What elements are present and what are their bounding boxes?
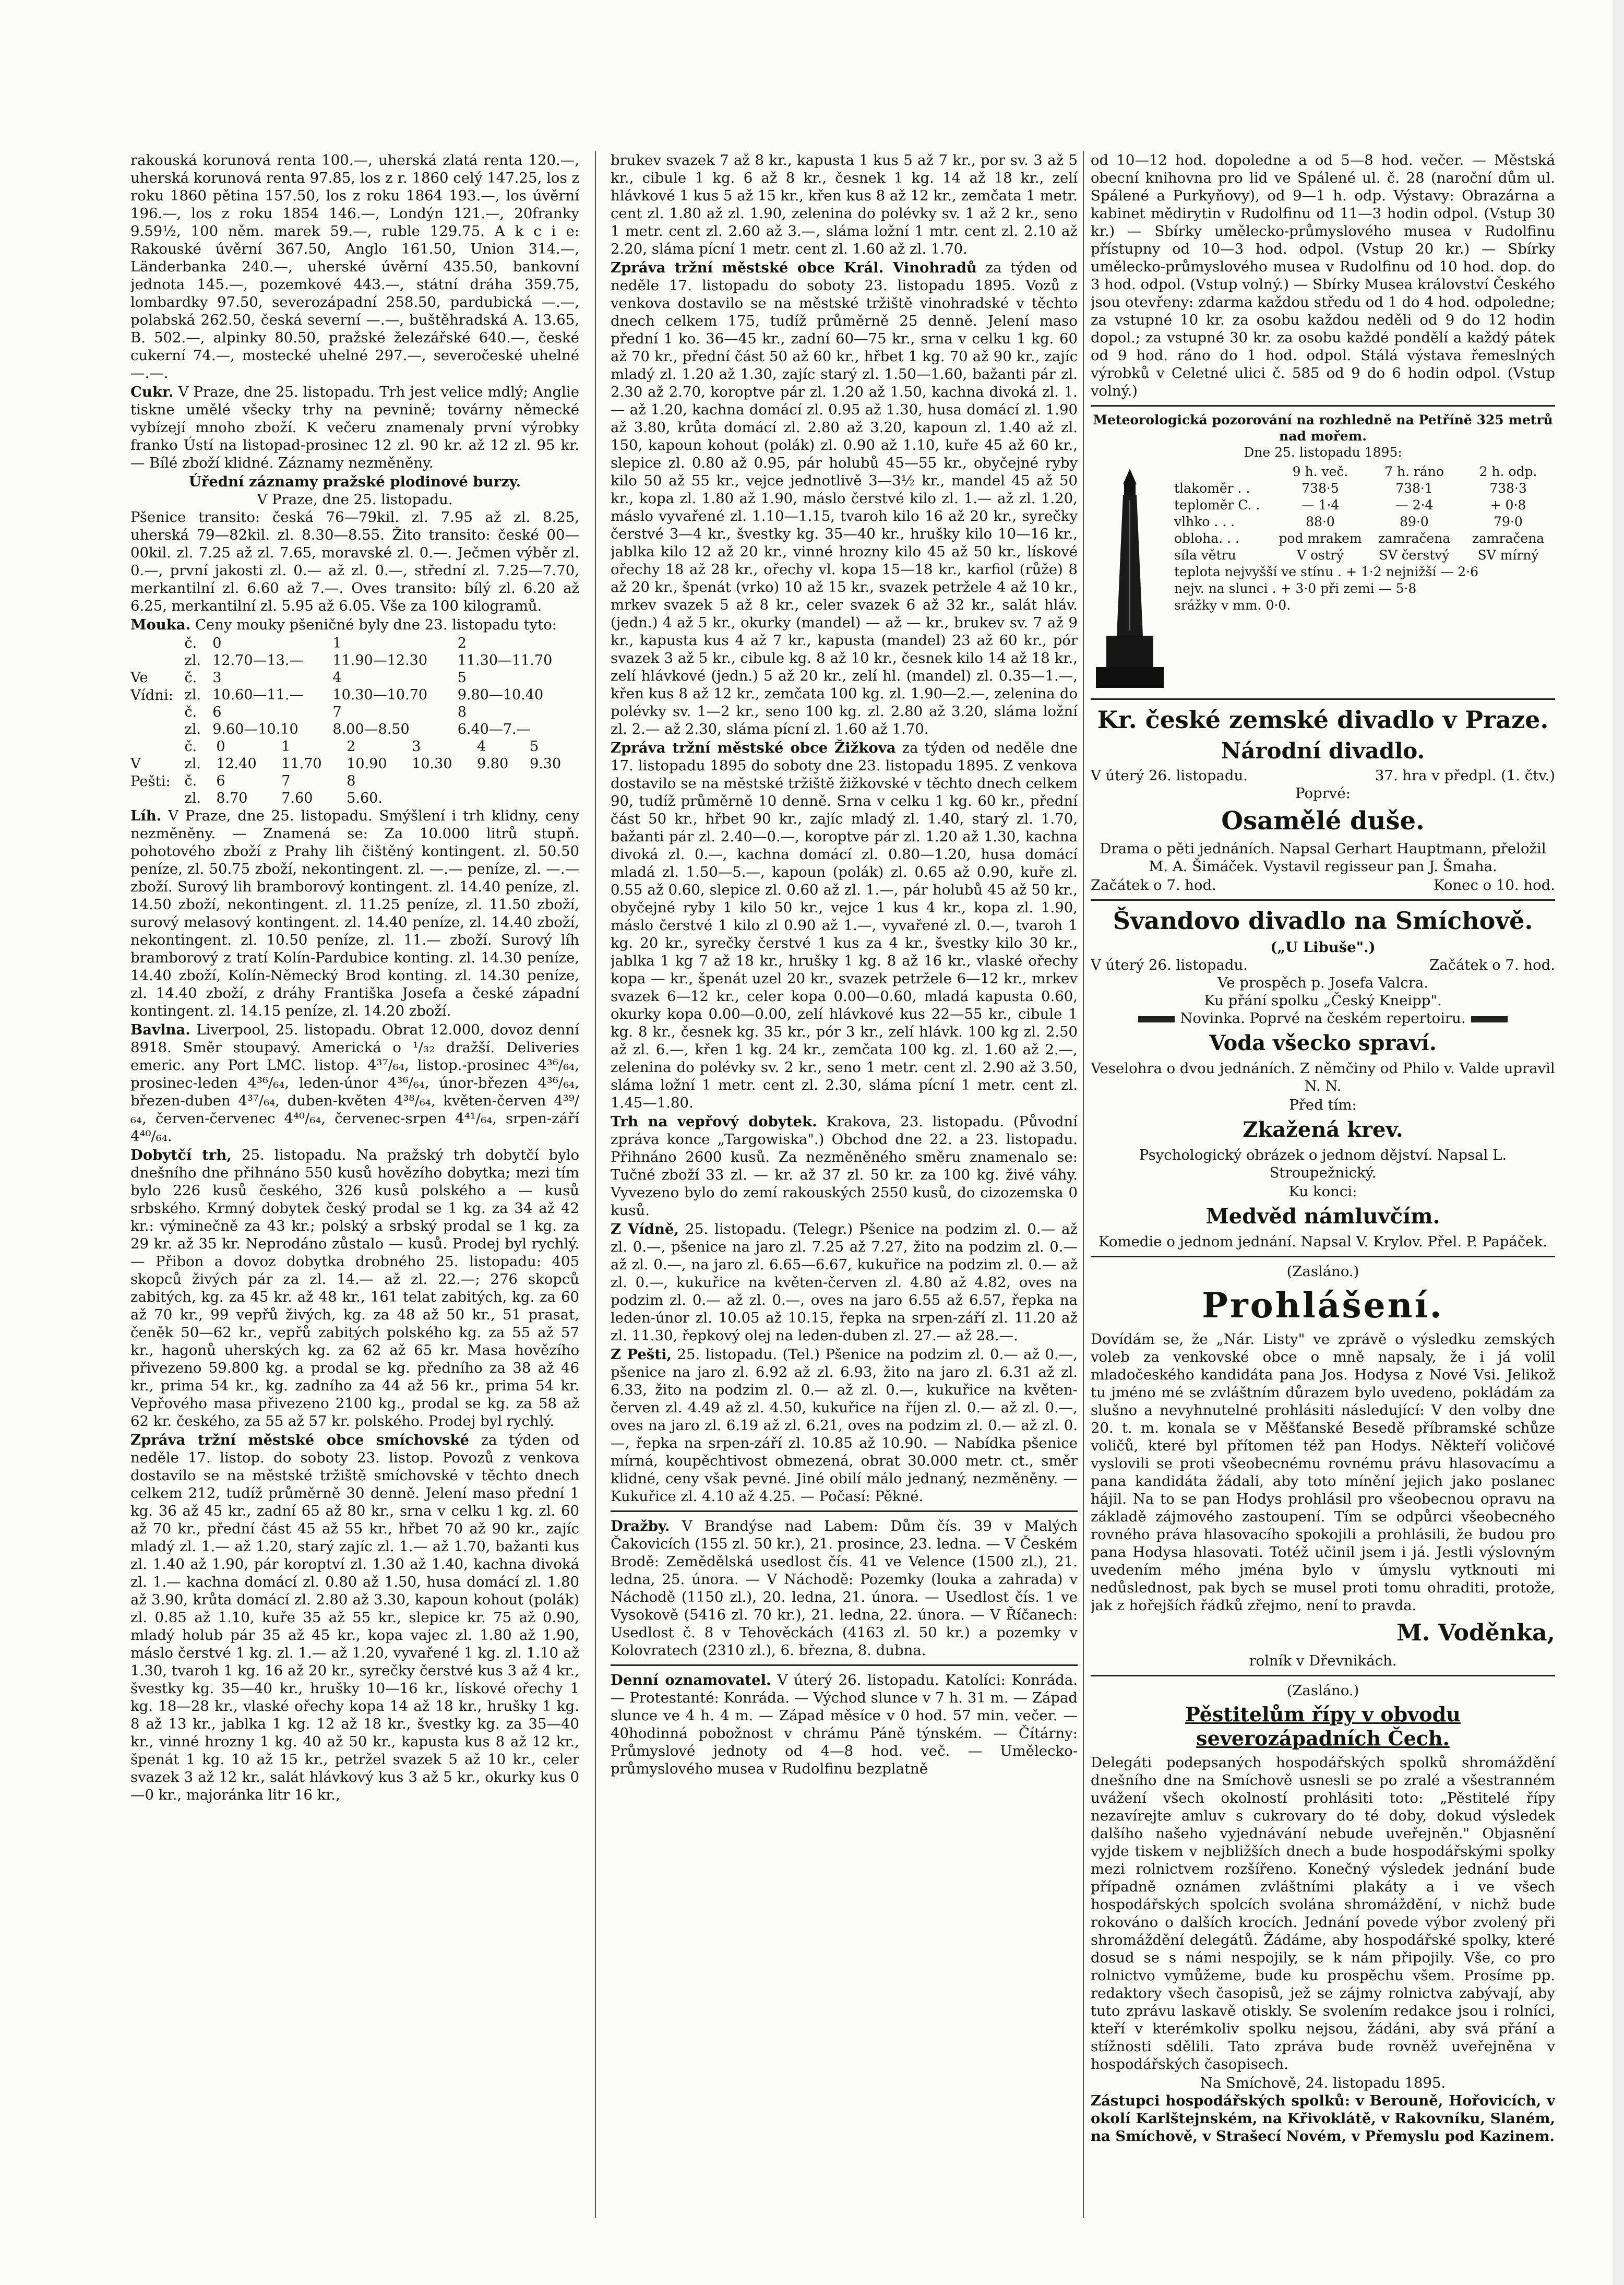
flour-pest-cell: 8.70 (216, 790, 248, 806)
spirit-section: Líh. V Praze, dne 25. listopadu. Smýšlení i trh klidny, ceny nezměněny. — Znamená se: Za 10.000 litrů stupň. pohotového zboží z Prahy lih čištěný kontingent. zl. 50.50 peníze, zl. 50.75 zboží, nekontingent. zl. —.— peníze, zl. —.— zboží. Surový lih bramborový kontingent. zl. 14.40 peníze, zl. 14.50 zboží, nekontingent. zl. 11.25 peníze, zl. 11.50 zboží, surový melasový kontingent. zl. 14.40 peníze, zl. 14.40 zboží, nekontingent. zl. 10.50 peníze, zl. 11.— zboží. Surový líh bramborový z tratí Kolín-Pardubice konting. zl. 14.30 peníze, 14.40 zboží, Kolín-Německý Brod konting. zl. 14.30 peníze, zl. 14.40 zboží, z dráhy Františka Josefa a české západní kontingent. zl. 14.15 peníze, zl. 14.20 zboží. (130, 807, 579, 1019)
meteo-value: SV čerstvý (1379, 548, 1450, 563)
theatre2-play-title: Voda všecko spraví. (1209, 1031, 1437, 1055)
meteo-row-label: obloha. . . (1174, 531, 1239, 546)
flour-vienna-row (182, 669, 579, 686)
flour-vienna-cell: 4 (332, 670, 342, 686)
zizkov-market: Zpráva tržní městské obce Žižkova za týden od neděle dne 17. listopadu 1895 do soboty dne 23. listopadu 1895. Z venkova dostavilo se na městské tržiště žižkovské v těchto dnech celkem 90, tudíž průměrně 10 denně. Srna v celku 1 kg. 60 kr., přední část 50 kr., hřbet 90 kr., zajíc mladý zl. 1.40, starý zl. 1.70, bažanti pár zl. 2.40—0.—, koroptve pár zl. 1.20 až 1.30, kachna divoká zl. 0.—, kachna domácí zl. 0.80—1.20, husa domácí mladá zl. 1.50—5.—, kapoun (polák) zl. 0.65 až 0.90, kuře zl. 0.55 až 0.60, slepice zl. 0.60 až zl. 1.—, pár holubů 45 až 50 kr., obyčejné ryby 1 kilo 50 kr., vejce 1 kus 4 kr., kopa zl. 1.90, máslo čerstvé 1 kilo zl 0.90 až 1.—, vyvařené zl. 0.—, tvaroh 1 kg. 20 kr., syrečky čerstvé 1 kus za 4 kr., švestky kilo 30 kr., jablka 1 kg 7 až 18 kr., hrušky 1 kg. 8 až 16 kr., vlaské ořechy kopa — kr., špenát uzel 20 kr., svazek petržele 6—12 kr., mrkev svazek 6—12 kr., celer kopa 0.00—0.60, mladá kapusta 0.60, okurky kopa 0.00—0.00, zelí hlávkové kus 22—55 kr., cibule 1 kg. 8 kr., česnek kg. 35 kr., pór 3 kr., zelí hlávk. 100 kg zl. 2.50 až zl. 6.—, křen 1 kg. 24 kr., zemčata 100 kg. zl. 1.60 až 2.—, zelenina do polévky sv. 2 kr., seno 1 metr. cent zl. 2.90 až 3.50, sláma ložní 1 metr. cent zl. 2.30, sláma pícní 1 metr. cent zl. 1.45—1.80. (611, 740, 1078, 1111)
flour-vienna-row (182, 721, 579, 738)
flour-vienna-row (182, 652, 579, 669)
cotton-section: Bavlna. Liverpool, 25. listopadu. Obrat 12.000, dovoz denní 8918. Směr stoupavý. Americká o ¹/₃₂ dražší. Deliveries emeric. any Port LMC. listop. 4³⁷/₆₄, listop.-prosinec 4³⁶/₆₄, prosinec-leden 4³⁶/₆₄, leden-únor 4³⁶/₆₄, únor-březen 4³⁶/₆₄, březen-duben 4³⁷/₆₄, duben-květen 4³⁸/₆₄, květen-červen 4³⁹/₆₄, červen-červenec 4⁴⁰/₆₄, červenec-srpen 4⁴¹/₆₄, srpen-září 4⁴⁰/₆₄. (130, 1021, 579, 1145)
flour-vienna-cell: zl. (184, 687, 201, 703)
flour-vienna-cell: 12.70—13.— (212, 652, 304, 669)
beet-growers-heading: Pěstitelům řípy v obvodu severozápadních Čech. (1185, 1703, 1461, 1750)
meteo-date: Dne 25. listopadu 1895: (1244, 445, 1402, 460)
flour-pest-row (182, 738, 579, 755)
column-2 (611, 151, 1078, 2218)
meteo-value: 88·0 (1306, 514, 1335, 529)
page-edge (1613, 0, 1624, 2285)
flour-pest-table (182, 738, 579, 807)
flour-vienna-cell: č. (184, 635, 197, 651)
flour-vienna-cell: č. (184, 670, 197, 686)
column-rule (595, 151, 596, 2218)
flour-vienna-label: Ve Vídni: (130, 669, 174, 704)
bourse-list: rakouská korunová renta 100.—, uherská zlatá renta 120.—, uherská korunová renta 97.85, los z r. 1860 celý 147.25, los z roku 1860 pětina 157.50, los z roku 1864 193.—, los úvěrní 196.—, los z roku 1854 146.—, Londýn 121.—, 20franky 9.59½, 100 něm. marek 59.—, ruble 129.75. A k c i e: Rakouské úvěrní 367.50, Anglo 161.50, Union 314.—, Länderbanka 240.—, uherské úvěrní 435.50, bankovní jednota 145.—, pozemkové 443.—, státní dráha 359.75, lombardky 97.50, severozápadní 258.50, pardubická —.—, polabská 262.50, česká severní —.—, buštěhradská A. 13.65, B. 502.—, alpinky 80.50, pražské železářské 640.—, české cukerní 74.—, mostecké uhelné 297.—, severočeské uhelné —.—. (130, 152, 579, 382)
national-theatre-heading: Kr. české zemské divadlo v Praze. (1097, 706, 1549, 734)
flour-pest-row (182, 755, 579, 772)
flour-vienna-cell: 1 (332, 635, 342, 651)
divider (611, 1510, 1078, 1512)
flour-vienna-cell: 9.80—10.40 (457, 687, 544, 703)
meteo-row (1174, 480, 1555, 497)
theatre2-play2-title: Zkažená krev. (1243, 1117, 1403, 1142)
theatre1-play-title: Osamělé duše. (1221, 806, 1425, 836)
meteo-data (1174, 463, 1555, 693)
meteo-value: zamračena (1378, 531, 1451, 546)
divider (1091, 698, 1555, 700)
auctions: Dražby. V Brandýse nad Labem: Dům čís. 39 v Malých Čakovicích (155 zl. 50 kr.), 21. prosince, 23. ledna. — V Českém Brodě: Zemědělská usedlost čís. 41 ve Velence (1500 zl.), 21. ledna, 25. února. — V Náchodě: Pozemky (louka a zahrada) v Náchodě (1150 zl.), 20. ledna, 21. února. — Usedlost čís. 1 ve Vysokově (5416 zl. 70 kr.), 21. ledna, 22. února. — V Říčanech: Usedlost č. 8 v Tehověckách (4163 zl. 50 kr.) a pozemky v Kolovratech (2310 zl.), 6. března, 8. dubna. (611, 1518, 1078, 1659)
flour-pest-cell (474, 772, 527, 790)
daily-notices: Denní oznamovatel. V úterý 26. listopadu. Katolíci: Konráda. — Protestanté: Konráda. — Východ slunce v 7 h. 31 m. — Západ slunce ve 4 h. 4 m. — Západ měsíce v 0 hod. 57 min. večer. — 40hodinná pobožnost v chrámu Páně týnském. — Čítárny: Průmyslové jednoty od 4—8 hod. več. — Umělecko-průmyslového musea v Rudolfinu bezplatně (611, 1672, 1078, 1777)
meteo-value: SV mírný (1477, 548, 1539, 563)
theatre1-premiere: Poprvé: (1295, 785, 1351, 802)
flour-pest-cell: 10.30 (412, 756, 452, 772)
meteo-temp-max: teplota nejvyšší ve stínu . + 1·2 nejnižší — 2·6 (1174, 564, 1479, 579)
flour-vienna-cell: 3 (212, 670, 222, 686)
flour-pest-cell: 9.80 (477, 756, 509, 772)
flour-pest-cell (527, 790, 579, 807)
svanda-theatre-sub: („U Libuše".) (1270, 939, 1376, 956)
meteo-row (1174, 497, 1555, 514)
flour-vienna-row (182, 635, 579, 652)
flour-pest-cell: 10.90 (347, 756, 387, 772)
theatre2-description: Veselohra o dvou jednáních. Z němčiny od Philo v. Valde upravil N. N. (1091, 1060, 1555, 1094)
meteo-block (1091, 463, 1555, 693)
beet-growers-text: Delegáti podepsaných hospodářských spolků shromáždění dnešního dne na Smíchově usnesli se po zralé a všestranném uvážení všech okolností prohlásiti toto: „Pěstitelé řípy nezavírejte amluv s cukrovary do té doby, dokud výsledek dalšího našeho vyjednávání nebude uveřejněn." Objasnění vyjde tiskem v nejbližších dnech a bude hospodářskými spolky mezi rolnictvem rozšířeno. Konečný výsledek jednání bude případně oznámen zvláštními plakáty a i ve všech hospodářských spolcích svolána shromáždění, v nichž bude rokováno o dalších krocích. Jednání povede výbor zvolený při shromáždění delegátů. Žádáme, aby hospodářské spolky, které dosud se s námi nespojily, se k nám připojily. Vše, co pro rolnictvo vymůžeme, bude ku prospěchu všem. Prosíme pp. redaktory všech časopisů, jež se zájmy rolnictva zabývají, aby tuto zprávu laskavě otiskly. Se svolením redakce jsou i rolníci, kteří v kterémkoliv spolku nejsou, žádáni, aby svá přání a stížnosti sdělili. Tato zpráva bude rovněž uveřejněna v hospodářských časopisech. (1091, 1754, 1555, 2073)
flour-vienna-cell: 0 (212, 635, 222, 651)
flour-pest-row (182, 772, 579, 790)
burzy-heading: Úřední záznamy pražské plodinové burzy. (188, 473, 521, 490)
theatre2-description2: Psychologický obrázek o jednom dějství. Napsal L. Stroupežnický. (1139, 1147, 1507, 1181)
meteo-row (1174, 547, 1555, 564)
flour-pest-cell: 5 (530, 739, 539, 755)
meteo-row (1174, 514, 1555, 530)
vinohrady-market: Zpráva tržní městské obce Král. Vinohradů za týden od neděle 17. listopadu do soboty 23. listopadu 1895. Vozů z venkova dostavilo se na městské tržiště vinohradské v těchto dnech celkem 175, tudíž průměrně 25 denně. Jelení maso přední 1 ko. 36—45 kr., zadní 60—75 kr., srna v celku 1 kg. 60 až 70 kr., přední část 50 až 60 kr., hřbet 1 kg. 70 až 90 kr., zajíc mladý zl. 1.20 až 1.30, zajíc starý zl. 1.50—1.60, bažanti pár zl. 2.30 až 2.70, koroptve pár zl. 1.20 až 1.50, kachna divoká zl. 1.— až 1.20, kachna domácí zl. 0.95 až 1.30, husa domácí zl. 1.90 až 3.80, krůta domácí zl. 2.80 až 3.20, kapoun zl. 1.40 až zl. 150, kapoun kohout (polák) zl. 0.90 až 1.10, kuře 45 až 60 kr., slepice zl. 0.80 až 0.95, pár holubů 45—55 kr., obyčejné ryby kilo 50 až 55 kr., vejce jednotlivě 3—3½ kr., mandel 45 až 50 kr., kopa zl. 1.80 až 1.90, máslo čerstvé kilo zl. 1.— až zl. 1.20, máslo vyvařené zl. 1.10—1.15, tvaroh kilo 16 až 20 kr., syrečky čerstvé 3—4 kr., švestky kg. 35—40 kr., hrušky kilo 10—16 kr., jablka kilo 12 až 20 kr., vinné hrozny kilo 45 až 50 kr., lískové ořechy 18 až 28 kr., ořechy vl. kopa 15—18 kr., karfiol (růže) 8 až 20 kr., špenát (vrko) 10 až 15 kr., svazek petržele 4 až 10 kr., mrkev svazek 5 až 8 kr., celer svazek 6 až 32 kr., salát hláv. (jedn.) 4 až 5 kr., okurky (mandel) — až — kr., brukev sv. 7 až 9 kr., kapusta kus 4 až 7 kr., kapusta (mandel) 23 až 60 kr., pór svazek 3 až 5 kr., cibule kg. 8 až 10 kr., česnek kilo 14 až 18 kr., zelí hlávkové (jedn.) 5 až 20 kr., zelí hl. (mandel) zl. 0.35—1.—, křen kus 8 až 12 kr., zemčata 100 kg. zl. 1.90—2.—, zelenina do polévky sv. 1—2 kr., seno 100 kg. zl. 2.80 až 3.20, sláma ložní zl. 2.— až 2.30, sláma pícní zl. 1.60 až 1.70. (611, 259, 1078, 737)
meteo-row-label: tlakoměr . . (1174, 481, 1250, 496)
column-1 (130, 151, 579, 2218)
zaslano-label-2: (Zasláno.) (1286, 1682, 1359, 1699)
meteo-value: — 1·4 (1301, 497, 1340, 513)
meteo-temp-sun: nejv. na slunci . + 3·0 při zemi — 5·8 (1174, 581, 1417, 596)
flour-pest-cell: č. (184, 739, 197, 755)
svanda-theatre-heading: Švandovo divadlo na Smíchově. (1113, 907, 1533, 935)
theatre2-wish: Ku přání spolku „Český Kneipp". (1204, 992, 1442, 1009)
flour-vienna-cell: zl. (184, 652, 201, 669)
divider (1091, 899, 1555, 901)
flour-vienna-cell: zl. (184, 721, 201, 737)
meteo-value: 738·3 (1489, 481, 1527, 496)
meteo-row (1174, 530, 1555, 547)
flour-pest-cell: 3 (412, 739, 421, 755)
divider (1091, 1256, 1555, 1257)
flour-vienna-row (182, 704, 579, 721)
flour-vienna-cell: 2 (457, 635, 467, 651)
flour-pest-cell (409, 790, 474, 807)
flour-vienna-cell: 11.30—11.70 (457, 652, 553, 669)
market-continued: brukev svazek 7 až 8 kr., kapusta 1 kus 5 až 7 kr., por sv. 3 až 5 kr., cibule 1 kg. 6 až 8 kr., česnek 1 kg. 14 až 18 kr., zelí hlávkové 1 kus 5 až 15 kr., křen kus 8 až 12 kr., zemčata 1 metr. cent zl. 1.80 až zl. 1.90, zelenina do polévky sv. 1 až 2 kr., seno 1 metr. cent zl. 2.60 až 3.—, sláma ložní 1 mtr. cent zl. 2.10 až 2.20, sláma pícní 1 metr. cent zl. 1.60 až zl. 1.70. (611, 152, 1078, 257)
theatre1-date-row: V úterý 26. listopadu. 37. hra v předpl. (1. čtv.) (1091, 767, 1555, 784)
meteo-value: 89·0 (1400, 514, 1429, 529)
lookout-tower-image (1091, 463, 1169, 693)
divider (611, 1664, 1078, 1666)
flour-pest-cell: 11.70 (281, 756, 322, 772)
theatre1-description: Drama o pěti jednáních. Napsal Gerhart Hauptmann, přeložil M. A. Šimáček. Vystavil regisseur pan J. Šmaha. (1100, 840, 1546, 875)
meteo-value: + 0·8 (1490, 497, 1526, 513)
flour-pest-cell: 6 (216, 773, 225, 789)
meteo-col-evening: 9 h. več. (1292, 464, 1348, 479)
flour-vienna-cell: 5 (457, 670, 467, 686)
meteo-extra (1174, 564, 1555, 614)
flour-pest-cell (409, 772, 474, 790)
tower-illustration (1091, 463, 1169, 693)
flour-pest-cell: 9.30 (530, 756, 562, 772)
flour-pest-cell (527, 772, 579, 790)
theatre2-play3-title: Medvěd námluvčím. (1205, 1204, 1440, 1229)
pest-report: Z Pešti, 25. listopadu. (Tel.) Pšenice na podzim zl. 0.— až 0.—, pšenice na jaro zl. 6.92 až zl. 6.93, žito na jaro zl. 6.31 až zl. 6.33, žito na podzim zl. 0.— až zl. 0.—, kukuřice na květen-červen zl. 4.49 až zl. 4.50, kukuřice na říjen zl. 0.— až zl. 0.—, oves na jaro zl. 6.19 až zl. 6.21, oves na podzim zl. 0.— až zl. 0.—, řepka na srpen-září zl. 10.85 až 10.90. — Nabídka pšenice mírná, koupěchtivost obmezená, obrat 30.000 metr. ct., směr klidné, ceny však pevné. Jiné obilí málo jednaný, nezměněny. — Kukuřice zl. 4.10 až 4.25. — Počasí: Pěkné. (611, 1346, 1078, 1505)
theatre2-date-row: V úterý 26. listopadu. Začátek o 7. hod. (1091, 957, 1555, 973)
column-3 (1091, 151, 1555, 2218)
meteo-rows (1174, 480, 1555, 564)
meteo-value: zamračena (1472, 531, 1545, 546)
column-rule (1083, 151, 1084, 2218)
divider (1091, 1675, 1555, 1676)
meteo-row-label: vlhko . . . (1174, 514, 1235, 529)
vienna-report: Z Vídně, 25. listopadu. (Telegr.) Pšenice na podzim zl. 0.— až zl. 0.—, pšenice na jaro zl. 7.25 až 7.27, žito na podzim zl. 0.— až zl. 0.—, na jaro zl. 6.65—6.67, kukuřice na podzim zl. 0.— až zl. 0.—, kukuřice na květen-červen zl. 4.80 až 4.82, oves na podzim zl. 0.— až zl. 0.—, oves na jaro 6.55 až 6.57, řepka na leden-únor zl. 10.05 až 10.15, řepka na srpen-září zl. 11.20 až zl. 11.30, řepkový olej na leden-duben zl. 27.— až 28.—. (611, 1221, 1078, 1344)
signature-role: rolník v Dřevnikách. (1249, 1652, 1397, 1669)
burzy-date: V Praze, dne 25. listopadu. (257, 491, 453, 508)
theatre1-times: Začátek o 7. hod. Konec o 10. hod. (1091, 877, 1555, 894)
flour-vienna-cell: 7 (332, 704, 342, 720)
meteo-row-label: teploměr C. . (1174, 497, 1260, 513)
flour-pest-cell: 7.60 (281, 790, 313, 806)
flour-pest-label: V Pešti: (130, 755, 171, 790)
flour-pest-cell (474, 790, 527, 807)
meteo-row-label: síla větru (1174, 548, 1236, 563)
beet-growers-date: Na Smíchově, 24. listopadu 1895. (1200, 2075, 1446, 2091)
theatre2-description3: Komedie o jednom jednání. Napsal V. Krylov. Přel. P. Papáček. (1098, 1233, 1547, 1250)
cattle-section: Dobytčí trh, 25. listopadu. Na pražský trh dobytčí bylo dnešního dne přihnáno 550 kusů hovězího dobytka; mezi tím bylo 226 kusů českého, 326 kusů polského a — kusů srbského. Krmný dobytek český prodal se 1 kg. za 34 až 42 kr.: výminečně za 43 kr.; polský a srbský prodal se 1 kg. za 29 kr. až 35 kr. Neprodáno zůstalo — kusů. Prodej byl rychlý. — Přibon a dovoz dobytka drobného 25. listopadu: 405 skopců živých pár za zl. 14.— až zl. 22.—; 276 skopců zabitých, kg. za 45 kr. až 48 kr., 161 telat zabitých, kg. za 60 až 70 kr., 99 vepřů živých, kg. za 48 až 50 kr., 51 prasat, čeněk 50—62 kr., vepřů zabitých polského kg. za 55 až 57 kr., hagonů uherských kg. za 62 až 65 kr. Masa hovězího přivezeno 59.800 kg. a prodal se kg. předního za 38 až 46 kr., prima 54 kr., kg. zadního za 44 až 56 kr., prima 54 kr. Vepřového masa přivezeno 2100 kg., prodal se kg. za 58 až 62 kr. českého, za 55 až 57 kr. polského. Prodej byl rychlý. (130, 1147, 579, 1430)
theatre2-end-label: Ku konci: (1288, 1183, 1357, 1200)
beet-growers-signatories: Zástupci hospodářských spolků: v Berouně, Hořovicích, v okolí Karlštejnském, na Křivoklátě, v Rakovníku, Slaném, na Smíchově, v Strašecí Novém, v Přemyslu pod Kazinem. (1091, 2092, 1555, 2145)
signature-name: M. Voděnka, (1396, 1620, 1555, 1646)
flour-pest-cell: 12.40 (216, 756, 257, 772)
flour-vienna (130, 635, 579, 738)
meteo-value: pod mrakem (1279, 531, 1362, 546)
flour-vienna-cell: 8 (457, 704, 467, 720)
smichov-market: Zpráva tržní městské obce smíchovské za týden od neděle 17. listop. do soboty 23. listop. Povozů z venkova dostavilo se na městské tržiště smíchovské v těchto dnech celkem 212, tudíž průměrně 30 denně. Jelení maso přední 1 kg. 36 až 45 kr., zadní 65 až 80 kr., srna v celku 1 kg. zl. 60 až 70 kr., přední část 45 až 55 kr., hřbet 70 až 90 kr., zajíc mladý zl. 1.— až 1.20, starý zajíc zl. 1.— až 1.70, bažanti kus zl. 1.40 až 1.90, pár koroptví zl. 1.30 až 1.40, kachna divoká zl. 1.— kachna domácí zl. 0.80 až 1.50, husa domácí zl. 1.80 až 3.90, krůta domácí zl. 2.80 až 3.30, kapoun kohout (polák) zl. 0.85 až 1.10, kuře 35 až 55 kr., slepice kr. 75 až 0.90, mladý holub pár 35 až 45 kr., kopa vajec zl. 1.80 až 1.90, máslo čerstvé 1 kg. zl. 1.— až 1.20, vyvařené 1 kg. zl. 1.10 až 1.30, tvaroh 1 kg. 16 až 20 kr., syrečky čerstvé kus 3 až 4 kr., švestky kg. 35—40 kr., hrušky 10—16 kr., lískové ořechy 1 kg. 18—28 kr., vlaské ořechy kopa 14 až 18 kr., hrušky 1 kg. 8 až 13 kr., jablka 1 kg. 12 až 18 kr., švestky kg. za 35—40 kr., vinné hrozny 1 kg. 40 až 50 kr., kapusta kus 8 až 12 kr., špenát 1 kg. 10 až 15 kr., petržel svazek 5 až 10 kr., celer svazek 3 až 12 kr., salát hlávkový kus 3 až 5 kr., okurky kus 0—0 kr., majoránka litr 16 kr., (130, 1432, 579, 1803)
meteo-value: — 2·4 (1395, 497, 1434, 513)
flour-vienna-cell: 11.90—12.30 (332, 652, 428, 669)
theatre2-before: Před tím: (1289, 1097, 1357, 1113)
flour-section: Mouka. Ceny mouky pšeničné byly dne 23. listopadu tyto: (130, 616, 557, 633)
meteo-value: 738·5 (1301, 481, 1339, 496)
meteo-col-afternoon: 2 h. odp. (1479, 464, 1537, 479)
flour-vienna-cell: 8.00—8.50 (332, 721, 410, 737)
flour-vienna-cell: 10.30—10.70 (332, 687, 428, 703)
flour-pest-cell: 1 (281, 739, 291, 755)
meteo-value: V ostrý (1296, 548, 1344, 563)
meteo-col-morning: 7 h. ráno (1384, 464, 1444, 479)
flour-pest-cell: č. (184, 773, 197, 789)
national-theatre-subheading: Národní divadlo. (1221, 738, 1425, 764)
flour-pest-cell: 0 (216, 739, 225, 755)
flour-pest-row (182, 790, 579, 807)
meteo-rain: srážky v mm. 0·0. (1174, 598, 1291, 613)
flour-vienna-table (182, 635, 579, 738)
flour-vienna-cell: 10.60—11.— (212, 687, 304, 703)
flour-pest-cell: zl. (184, 790, 201, 806)
zaslano-label: (Zasláno.) (1286, 1263, 1359, 1280)
meteo-heading: Meteorologická pozorování na rozhledně na Petříně 325 metrů nad mořem. (1093, 412, 1553, 444)
declaration-heading: Prohlášení. (1202, 1285, 1444, 1326)
notices-continued: od 10—12 hod. dopoledne a od 5—8 hod. večer. — Městská obecní knihovna pro lid ve Spálené ul. č. 28 (naroční dům ul. Spálené a Purkyňovy), od 9—1 h. odp. Výstavy: Obrazárna a kabinet mědirytin v Rudolfinu od 11—3 hodin odpol. (Vstup 30 kr.) — Sbírky umělecko-průmyslového musea v Rudolfinu přístupny od 10—3 hod. odpol. (Vstup 20 kr.) — Sbírky umělecko-průmyslového musea v Rudolfinu od 10 hod. dop. do 3 hod. odpol. (Vstup volný.) — Sbírky Musea království Českého jsou otevřeny: zdarma každou středu od 1 do 4 hod. odpoledne; za vstupné 10 kr. za osobu každou neděli od 9 do 12 hodin dopol.; za vstupné 30 kr. za osobu každé pondělí a každý pátek od 9 hod. ráno do 1 hod. odpol. Stálá výstava řemeslných výrobků v Celetné ulici č. 585 od 9 do 6 hodin odpol. (Vstup volný.) (1091, 152, 1555, 399)
meteo-header-row (1174, 463, 1555, 480)
meteo-value: 79·0 (1494, 514, 1523, 529)
flour-vienna-cell: č. (184, 704, 197, 720)
flour-pest-cell: 8 (347, 773, 356, 789)
flour-vienna-cell: 6 (212, 704, 222, 720)
flour-pest-cell: zl. (184, 756, 201, 772)
flour-vienna-cell: 6.40—7.— (457, 721, 531, 737)
pig-market: Trh na vepřový dobytek. Krakova, 23. listopadu. (Původní zpráva konce „Targowiska".) Obchod dne 22. a 23. listopadu. Přihnáno 2600 kusů. Za nezměněného směru znamenalo se: Tučné zboží 33 zl. — kr. až 37 zl. 50 kr. za 100 kg. živé váhy. Vyvezeno bylo do zemí rakouských 2550 kusů, do cizozemska 0 kusů. (611, 1113, 1078, 1219)
sugar-section: Cukr. V Praze, dne 25. listopadu. Trh jest velice mdlý; Anglie tiskne umělé všecky trhy na pevnině; továrny německé vybízejí mnoho zboží. K večeru znamenaly první výrobky franko Ústí na listopad-prosinec 12 zl. 90 kr. až 12 zl. 95 kr. — Bílé zboží klidné. Záznamy nezměněny. (130, 384, 579, 471)
flour-pest-cell: 4 (477, 739, 486, 755)
pointing-hand-icon (1471, 1016, 1508, 1022)
burzy-text: Pšenice transito: česká 76—79kil. zl. 7.95 až zl. 8.25, uherská 79—82kil. zl. 8.30—8.55. Žito transito: české 00—00kil. zl. 7.25 až zl. 7.65, moravské zl. 0.—. Ječmen výběr zl. 0.—, první jakosti zl. 0.— až zl. 0.—, střední zl. 7.25—7.70, merkantilní zl. 6.60 až 7.—. Oves transito: bílý zl. 6.20 až 6.25, merkantilní zl. 5.95 až 6.05. Vše za 100 kilogramů. (130, 509, 579, 614)
pointing-hand-icon (1138, 1016, 1175, 1022)
divider (1091, 405, 1555, 407)
declaration-text: Dovídám se, že „Nár. Listy" ve zprávě o výsledku zemských voleb za venkovské obce o mně napsaly, že i já volil mladočeského kandidáta pana Jos. Hodysa z Nové Vsi. Jelikož tu jméno mé se zvláštním důrazem bylo uvedeno, pokládám za slušno a nevyhnutelné prohlásiti následující: V den volby dne 20. t. m. konala se v Měšťanské Besedě příbramské schůze voličů, které byl přítomen též pan Hodys. Někteří voličové vyslovili se proti všeobecnému rovnému právu hlasovacímu a pana kandidáta žádali, aby toto mínění jejich jako poslanec hájil. Na to se pan Hodys prohlásil pro všeobecnou opravu na základě zájmového zastoupení. Tím se odpůrci všeobecného rovného práva hlasovacího spokojili a prohlásili, že budou pro pana Hodysa hlasovati. Totéž učinil jsem i já. Jestli výslovným uvedením mého jména bylo v úmyslu vytknouti mi nedůslednost, pak bych se musel proti tomu ohraditi, protože, jak z hořejších řádků zřejmo, není to pravda. (1091, 1331, 1555, 1614)
flour-pest-cell: 2 (347, 739, 356, 755)
flour-pest-cell: 5.60. (347, 790, 383, 806)
meteo-value: 738·1 (1395, 481, 1433, 496)
theatre2-benefit: Ve prospěch p. Josefa Valcra. (1217, 974, 1429, 991)
flour-vienna-row (182, 686, 579, 704)
flour-pest (130, 738, 579, 807)
flour-vienna-cell: 9.60—10.10 (212, 721, 298, 737)
flour-pest-cell: 7 (281, 773, 291, 789)
theatre2-novelty-row: Novinka. Poprvé na českém repertoiru. (1091, 1009, 1555, 1027)
